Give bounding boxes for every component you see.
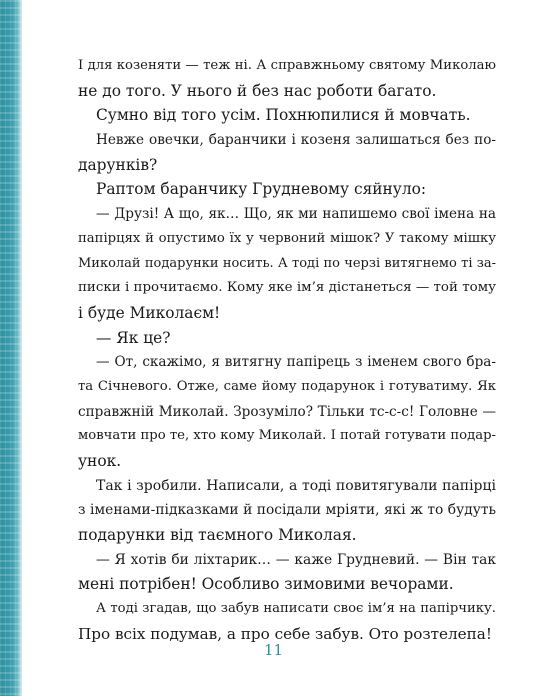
story-text [78, 54, 496, 647]
text-line: мовчати про те, хто кому Миколай. І потай готувати подар- [78, 428, 496, 444]
text-line: Про всіх подумав, а про себе забув. Ото розтелепа! [78, 624, 492, 643]
text-line: Раптом баранчику Грудневому сяйнуло: [96, 180, 427, 199]
text-line: не до того. У нього й без нас роботи багато. [78, 81, 437, 100]
text-line: унок. [78, 452, 122, 470]
text-line: та Січневого. Отже, саме йому подарунок і готуватиму. Як [78, 378, 496, 394]
text-line: Невже овечки, баранчики і козеня залишаться без по- [96, 132, 496, 149]
text-line: — Друзі! А що, як… Що, як ми напишемо свої імена на [96, 206, 496, 223]
text-line: — Я хотів би ліхтарик… — каже Грудневий. — Він так [96, 551, 496, 568]
text-line: справжній Миколай. Зрозуміло? Тільки тс-с-с! Головне — [78, 403, 496, 420]
text-line: з іменами-підказками й посідали мріяти, які ж то будуть [78, 502, 496, 519]
text-line: І для козеняти — теж ні. А справжньому святому Миколаю [78, 58, 496, 73]
text-line: А тоді згадав, що забув написати своє ім’я на папірчику. [96, 601, 496, 617]
book-page-edge [0, 0, 22, 696]
text-line: і буде Миколаєм! [78, 303, 221, 322]
text-line: дарунків? [78, 155, 158, 174]
text-line: Сумно від того усім. Похнюпилися й мовчать. [96, 106, 471, 125]
text-line: писки і прочитаємо. Кому яке ім’я дістанеться — той тому [78, 280, 496, 296]
text-line: подарунки від таємного Миколая. [78, 526, 357, 545]
text-line: Так і зробили. Написали, а тоді повитягували папірці [96, 477, 496, 494]
text-line: — От, скажімо, я витягну папірець з іменем свого бра- [96, 354, 496, 371]
text-line: Миколай подарунки носить. А тоді по черзі витягнемо ті за- [78, 255, 496, 271]
text-line: папірцях й опустимо їх у червоний мішок? У такому мішку [78, 230, 496, 246]
text-line: мені потрібен! Особливо зимовими вечорами. [78, 575, 454, 594]
text-line: — Як це? [96, 328, 171, 347]
page-number: 11 [263, 641, 284, 659]
